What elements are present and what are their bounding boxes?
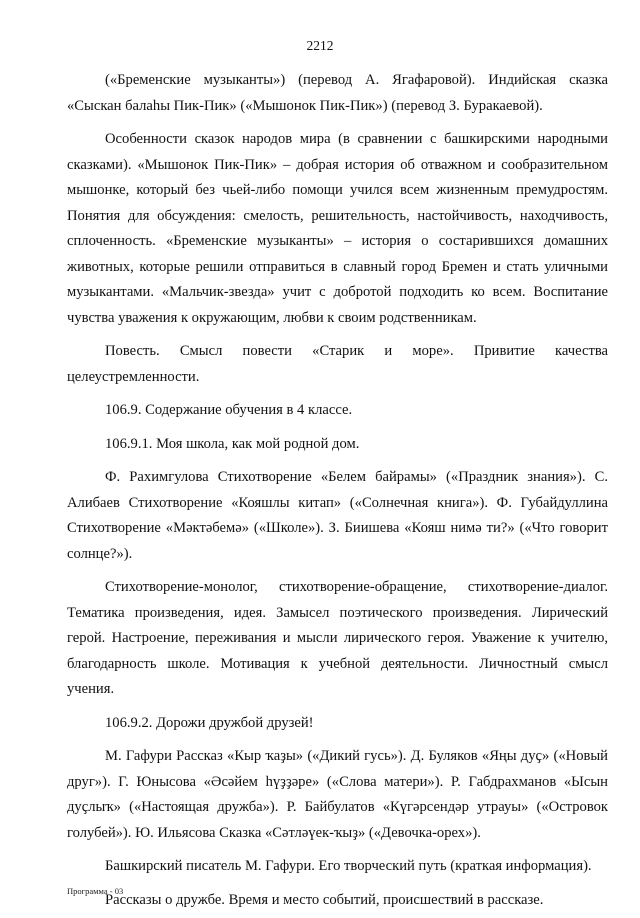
paragraph-story-old-man-and-sea: Повесть. Смысл повести «Старик и море». Привитие качества целеустремленности. [67, 343, 608, 385]
paragraph-fairy-tales-features: Особенности сказок народов мира (в сравнении с башкирскими народными сказками). «Мышонок Пик-Пик» – добрая история об отважном и сообразительном мышонке, который без чьей-либо помощи учился всем жизненным премудростям. Понятия для обсуждения: смелость, решительность, настойчивость, находчивость, сплоченность. «Бременские музыканты» – история о состарившихся домашних животных, которые решили отправиться в славный город Бремен и стать уличными музыкантами. «Мальчик-звезда» учит с добротой подходить ко всем. Воспитание чувства уважения к окружающим, любви к своим родственникам. [67, 131, 608, 326]
subsection-heading-friendship: 106.9.2. Дорожи дружбой друзей! [105, 714, 314, 731]
page-body [67, 68, 608, 913]
paragraph-gafuri-bio: Башкирский писатель М. Гафури. Его творческий путь (краткая информация). [105, 858, 592, 874]
section-heading-4th-grade: 106.9. Содержание обучения в 4 классе. [105, 402, 353, 418]
paragraph-translation-credits: («Бременские музыканты») (перевод А. Ягафаровой). Индийская сказка «Сыскан балаһы Пик-Пик» («Мышонок Пик-Пик») (перевод З. Буракаевой). [67, 72, 608, 114]
paragraph-friendship-stories: Рассказы о дружбе. Время и место событий, происшествий в рассказе. [105, 891, 544, 908]
paragraph-friendship-works: М. Гафури Рассказ «Кыр ҡаҙы» («Дикий гусь»). Д. Буляков «Яңы дуҫ» («Новый друг»). Г. Юнысова «Әсәйем һүҙҙәре» («Слова матери»). Р. Габдрахманов «Ысын дуҫлыҡ» («Настоящая дружба»). Р. Байбулатов «Күгәрсендәр утрауы» («Островок голубей»). Ю. Ильясова Сказка «Сәтләүек-ҡыҙ» («Девочка-орех»). [67, 748, 608, 841]
subsection-heading-my-school: 106.9.1. Моя школа, как мой родной дом. [105, 435, 360, 452]
page-footer: Программа - 03 [67, 886, 124, 896]
paragraph-poem-types: Стихотворение-монолог, стихотворение-обращение, стихотворение-диалог. Тематика произведения, идея. Замысел поэтического произведения. Лирический герой. Настроение, переживания и мысли лирического героя. Уважение к учителю, благодарность школе. Мотивация к учебной деятельности. Личностный смысл учения. [67, 579, 608, 697]
page-number: 2212 [306, 38, 334, 53]
paragraph-school-poems: Ф. Рахимгулова Стихотворение «Белем байрамы» («Праздник знания»). С. Алибаев Стихотворение «Кояшлы китап» («Солнечная книга»). Ф. Губайдуллина Стихотворение «Мәктәбемә» («Школе»). З. Биишева «Кояш нимә ти?» («Что говорит солнце?»). [67, 469, 608, 562]
